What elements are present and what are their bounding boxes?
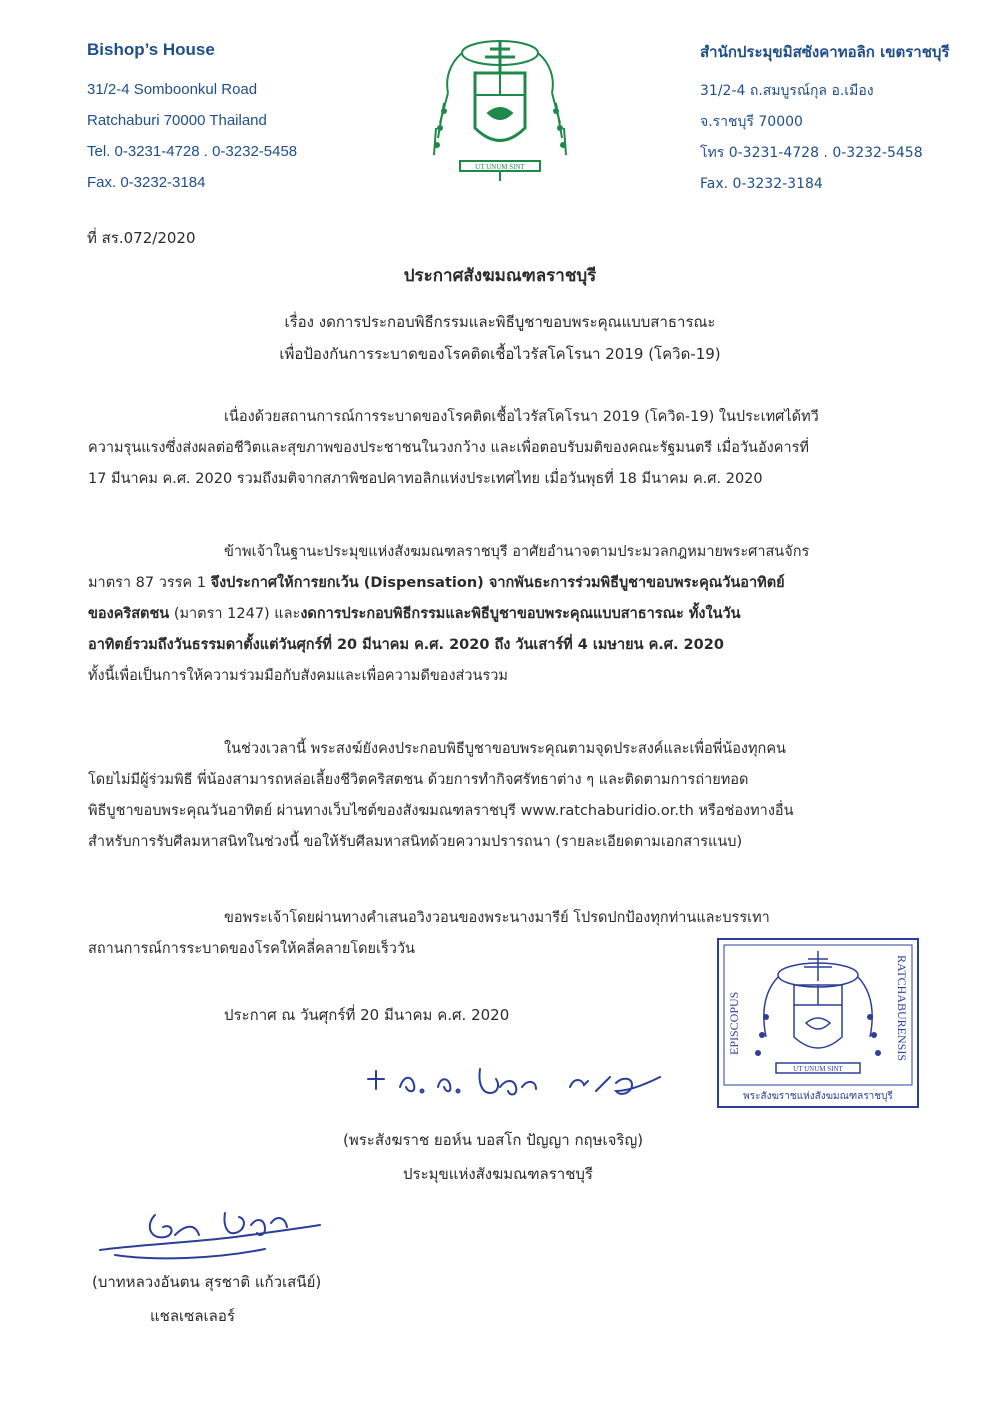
crest-motto: UT UNUM SINT [475,163,525,171]
document-title: ประกาศสังฆมณฑลราชบุรี [403,266,597,286]
text-line: สำหรับการรับศีลมหาสนิทในช่วงนี้ ขอให้รับศีลมหาสนิทด้วยความปรารถนา (รายละเอียดตามเอกสารแนบ) [88,834,743,850]
letterhead-english [87,40,297,198]
text-line: ทั้งนี้เพื่อเป็นการให้ความร่วมมือกับสังคมและเพื่อความดีของส่วนรวม [88,668,508,684]
letterhead-thai [700,40,949,200]
chancellor-name: (บาทหลวงอันตน สุรชาติ แก้วเสนีย์) [92,1273,322,1291]
paragraph-situation [88,402,918,495]
text-line: ความรุนแรงซึ่งส่งผลต่อชีวิตและสุขภาพของประชาชนในวงกว้าง และเพื่อตอบรับมติของคณะรัฐมนตรี เมื่อวันอังคารที่ [88,440,809,456]
bold-text: อาทิตย์รวมถึงวันธรรมดาตั้งแต่วันศุกร์ที่ 20 มีนาคม ค.ศ. 2020 ถึง วันเสาร์ที่ 4 เมษายน ค.ศ. 2020 [88,637,724,653]
bishop-position: ประมุขแห่งสังฆมณฑลราชบุรี [403,1165,593,1183]
text-line: สถานการณ์การระบาดของโรคให้คลี่คลายโดยเร็ววัน [88,941,415,957]
city-line-th: จ.ราชบุรี 70000 [700,114,803,130]
fax-line: Fax. 0-3232-3184 [87,174,206,191]
episcopal-crest-logo [430,33,570,183]
org-name-en: Bishop’s House [87,40,215,59]
subject-line: เพื่อป้องกันการระบาดของโรคติดเชื้อไวรัสโคโรนา 2019 (โควิด-19) [279,345,721,363]
text-line: ขอพระเจ้าโดยผ่านทางคำเสนอวิงวอนของพระนางมารีย์ โปรดปกป้องทุกท่านและบรรเทา [224,910,770,926]
text-line: ข้าพเจ้าในฐานะประมุขแห่งสังฆมณฑลราชบุรี อาศัยอำนาจตามประมวลกฎหมายพระศาสนจักร [224,544,810,560]
stamp-text-bottom: พระสังฆราชแห่งสังฆมณฑลราชบุรี [743,1091,893,1102]
document-reference: ที่ สร.072/2020 [87,229,196,247]
bold-text: งดการประกอบพิธีกรรมและพิธีบูชาขอบพระคุณแบบสาธารณะ ทั้งในวัน [300,606,741,622]
city-line: Ratchaburi 70000 Thailand [87,112,267,129]
bold-text: ของคริสตชน [88,606,170,622]
stamp-text-right: RATCHABURENSIS [895,955,909,1062]
bold-text: จึงประกาศให้การยกเว้น (Dispensation) จากพันธะการร่วมพิธีบูชาขอบพระคุณวันอาทิตย์ [210,575,785,591]
chancellor-signature [95,1205,325,1270]
fax-line-th: Fax. 0-3232-3184 [700,176,823,192]
text-line: ในช่วงเวลานี้ พระสงฆ์ยังคงประกอบพิธีบูชาขอบพระคุณตามจุดประสงค์และเพื่อพี่น้องทุกคน [224,741,786,757]
bishop-signature [360,1057,720,1107]
stamp-text-left: EPISCOPUS [727,991,741,1055]
official-stamp [716,937,920,1109]
paragraph-dispensation [88,537,918,692]
text-line: พิธีบูชาขอบพระคุณวันอาทิตย์ ผ่านทางเว็บไซต์ของสังฆมณฑลราชบุรี www.ratchaburidio.or.th หรือช่องทางอื่น [88,803,794,819]
tel-line: Tel. 0-3231-4728 . 0-3232-5458 [87,143,298,160]
stamp-ribbon: UT UNUM SINT [793,1065,843,1073]
text-line: มาตรา 87 วรรค 1 [88,575,211,591]
tel-line-th: โทร 0-3231-4728 . 0-3232-5458 [700,145,923,161]
chancellor-position: แชลเซลเลอร์ [150,1307,235,1325]
subject-line: เรื่อง งดการประกอบพิธีกรรมและพิธีบูชาขอบพระคุณแบบสาธารณะ [284,313,716,331]
address-line: 31/2-4 Somboonkul Road [87,81,258,98]
bishop-name: (พระสังฆราช ยอห์น บอสโก ปัญญา กฤษเจริญ) [343,1131,644,1149]
text-line: (มาตรา 1247) และ [169,606,301,622]
org-name-th: สำนักประมุขมิสซังคาทอลิก เขตราชบุรี [700,43,950,61]
announcement-date: ประกาศ ณ วันศุกร์ที่ 20 มีนาคม ค.ศ. 2020 [224,1006,510,1024]
text-line: 17 มีนาคม ค.ศ. 2020 รวมถึงมติจากสภาพิชอปคาทอลิกแห่งประเทศไทย เมื่อวันพุธที่ 18 มีนาคม ค.ศ. 2020 [88,471,763,487]
text-line: โดยไม่มีผู้ร่วมพิธี พี่น้องสามารถหล่อเลี้ยงชีวิตคริสตชน ด้วยการทำกิจศรัทธาต่าง ๆ และติดตามการถ่ายทอด [88,772,749,788]
text-line: เนื่องด้วยสถานการณ์การระบาดของโรคติดเชื้อไวรัสโคโรนา 2019 (โควิด-19) ในประเทศได้ทวี [224,409,819,425]
address-line-th: 31/2-4 ถ.สมบูรณ์กุล อ.เมือง [700,83,874,99]
paragraph-mass-online [88,734,918,858]
